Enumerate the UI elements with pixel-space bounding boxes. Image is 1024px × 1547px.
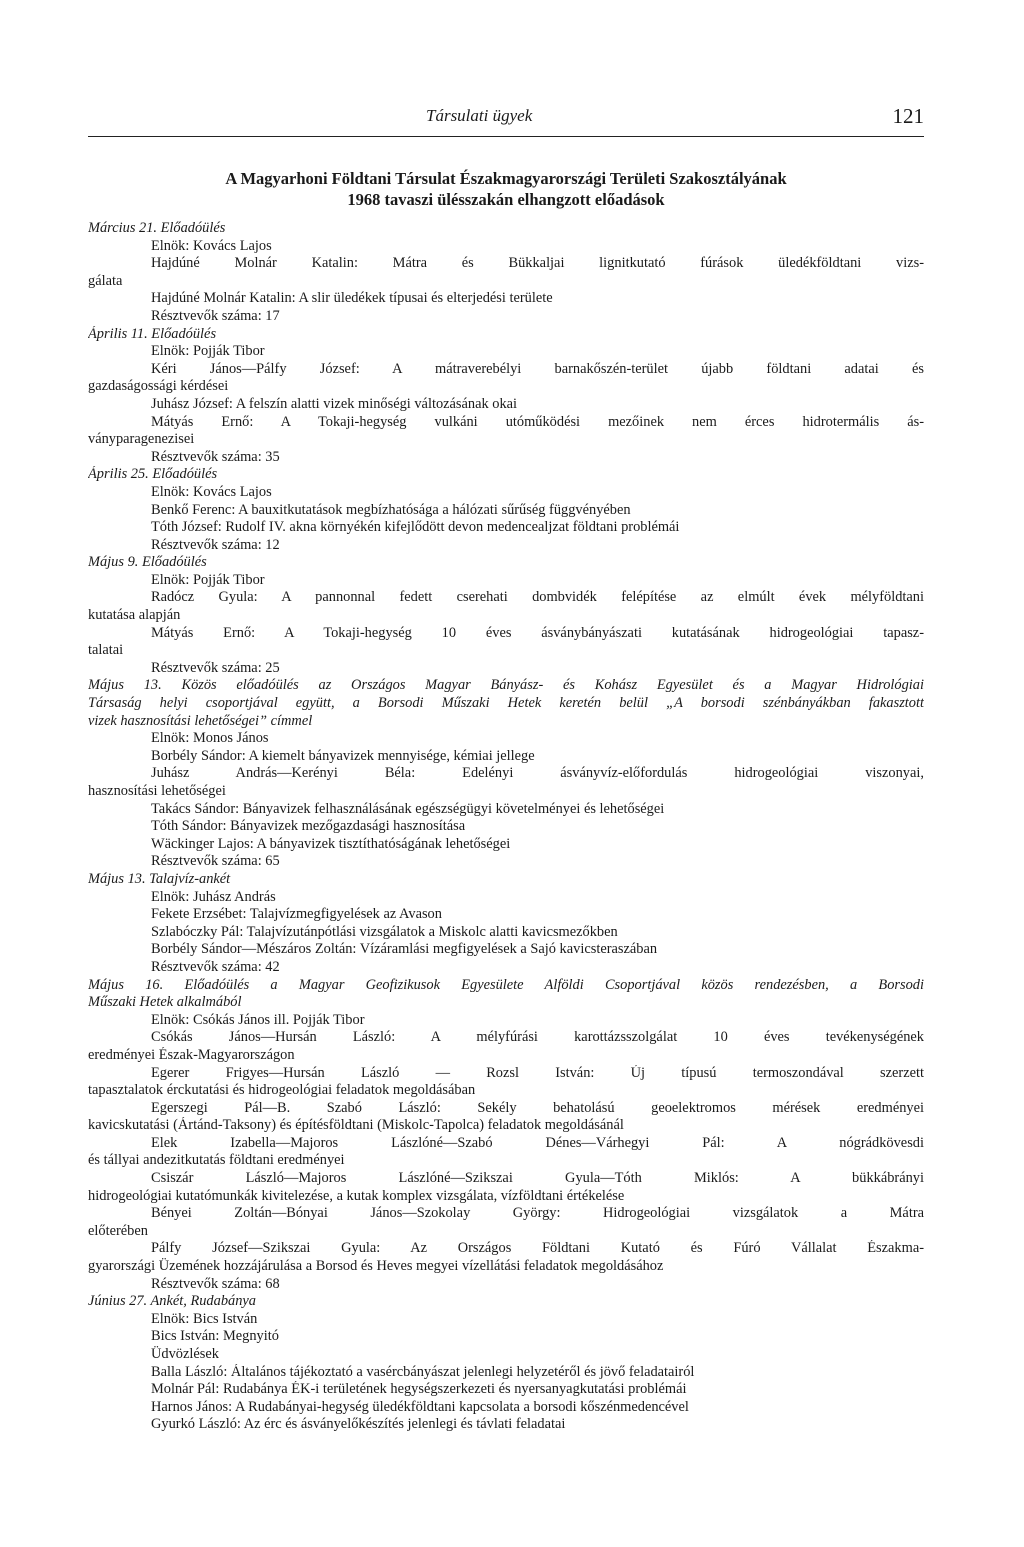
text-line: Résztvevők száma: 25: [151, 659, 280, 676]
text-line: Elnök: Csókás János ill. Pojják Tibor: [151, 1011, 365, 1028]
text-line: Szlabóczky Pál: Talajvízutánpótlási vizsgálatok a Miskolc alatti kavicsmezőkben: [151, 923, 618, 940]
text-line: Résztvevők száma: 12: [151, 536, 280, 553]
text-line: Március 21. Előadóülés: [88, 220, 226, 236]
text-line: Május 13. Közös előadóülés az Országos Magyar Bányász- és Kohász Egyesület és a Magyar Hidrológiai: [88, 677, 924, 694]
text-line: Hajdúné Molnár Katalin: A slir üledékek típusai és elterjedési területe: [151, 290, 553, 307]
text-line: Elnök: Kovács Lajos: [151, 237, 272, 254]
article-title-line-2: 1968 tavaszi ülésszakán elhangzott előadások: [347, 190, 665, 209]
text-line: hasznosítási lehetőségei: [88, 783, 226, 799]
text-line: Takács Sándor: Bányavizek felhasználásának egészségügyi követelményei és lehetőségei: [151, 800, 665, 817]
text-line: Társaság helyi csoportjával együtt, a Borsodi Műszaki Hetek keretén belül „A borsodi szénbányákban fakasztott: [88, 695, 924, 712]
text-line: Április 11. Előadóülés: [88, 325, 217, 342]
text-line: Résztvevők száma: 35: [151, 448, 280, 465]
text-line: kutatása alapján: [88, 607, 181, 624]
text-line: Gyurkó László: Az érc és ásványelőkészítés jelenlegi és távlati feladatai: [151, 1416, 566, 1433]
text-line: Elek Izabella—Majoros Lászlóné—Szabó Dénes—Várhegyi Pál: A nógrádkövesdi: [151, 1134, 924, 1151]
text-line: Elnök: Juhász András: [151, 888, 276, 905]
article-title: [88, 168, 924, 210]
text-line: Elnök: Pojják Tibor: [151, 571, 265, 588]
text-line: Balla László: Általános tájékoztató a vasércbányászat jelenlegi helyzetéről és jövő feladatairól: [151, 1363, 695, 1380]
text-line: Borbély Sándor: A kiemelt bányavizek mennyisége, kémiai jellege: [151, 747, 535, 764]
text-line: Egerer Frigyes—Hursán László — Rozsl István: Új típusú termoszondával szerzett: [151, 1064, 924, 1081]
text-line: Műszaki Hetek alkalmából: [88, 994, 242, 1011]
text-line: Kéri János—Pálfy József: A mátraverebélyi barnakőszén-terület újabb földtani adatai és: [151, 360, 924, 377]
text-line: tapasztalatok érckutatási és hidrogeológiai feladatok megoldásában: [88, 1082, 476, 1099]
text-line: gyarországi Üzemének hozzájárulása a Borsod és Heves megyei vízellátási feladatok megoldásához: [88, 1258, 664, 1275]
text-line: Borbély Sándor—Mészáros Zoltán: Vízáramlási megfigyelések a Sajó kavicsteraszában: [151, 941, 658, 958]
text-line: Bényei Zoltán—Bónyai János—Szokolay György: Hidrogeológiai vizsgálatok a Mátra: [151, 1205, 924, 1222]
text-line: Csiszár László—Majoros Lászlóné—Szikszai Gyula—Tóth Miklós: A bükkábrányi: [151, 1170, 924, 1187]
text-line: előterében: [88, 1222, 148, 1239]
text-line: Résztvevők száma: 42: [151, 958, 280, 975]
text-line: kavicskutatási (Ártánd-Taksony) és építésföldtani (Miskolc-Tapolca) feladatok megoldásánál: [88, 1117, 624, 1134]
text-line: Április 25. Előadóülés: [88, 466, 218, 483]
text-line: Résztvevők száma: 65: [151, 853, 280, 870]
text-line: Május 13. Talajvíz-ankét: [88, 870, 231, 887]
text-line: Pálfy József—Szikszai Gyula: Az Országos Földtani Kutató és Fúró Vállalat Északma-: [151, 1240, 924, 1257]
page-number: 121: [892, 104, 924, 128]
text-line: Harnos János: A Rudabányai-hegység üledékföldtani kapcsolata a borsodi kőszénmedencével: [151, 1398, 689, 1415]
text-line: Elnök: Kovács Lajos: [151, 483, 272, 500]
text-line: hidrogeológiai kutatómunkák kivitelezése, a kutak komplex vizsgálata, vízföldtani értékelése: [88, 1187, 625, 1204]
text-line: Május 16. Előadóülés a Magyar Geofizikusok Egyesülete Alföldi Csoportjával közös rendezésben, a Borsodi: [88, 976, 924, 993]
text-line: Bics István: Megnyitó: [151, 1328, 279, 1345]
article-title-line-1: A Magyarhoni Földtani Társulat Északmagyarországi Területi Szakosztályának: [225, 169, 787, 188]
text-line: Június 27. Ankét, Rudabánya: [88, 1293, 256, 1310]
running-title: Társulati ügyek: [426, 106, 533, 125]
text-line: gálata: [88, 272, 123, 289]
text-line: Május 9. Előadóülés: [88, 554, 207, 571]
text-line: Elnök: Bics István: [151, 1310, 258, 1327]
text-line: Juhász András—Kerényi Béla: Edelényi ásványvíz-előfordulás hidrogeológiai viszonyai,: [151, 765, 924, 782]
text-line: Juhász József: A felszín alatti vizek minőségi változásának okai: [151, 395, 518, 412]
text-line: és tállyai andezitkutatás földtani eredményei: [88, 1152, 345, 1169]
text-line: Molnár Pál: Rudabánya ÉK-i területének hegységszerkezeti és nyersanyagkutatási problémái: [151, 1381, 687, 1398]
text-line: Benkő Ferenc: A bauxitkutatások megbízhatósága a hálózati sűrűség függvényében: [151, 501, 631, 518]
text-line: ványparagenezisei: [88, 431, 195, 448]
text-line: Csókás János—Hursán László: A mélyfúrási karottázsszolgálat 10 éves tevékenységének: [151, 1029, 924, 1046]
text-line: Mátyás Ernő: A Tokaji-hegység 10 éves ásványbányászati kutatásának hidrogeológiai tapasz-: [151, 624, 924, 641]
text-line: Tóth József: Rudolf IV. akna környékén kifejlődött devon medencealjzat földtani problémái: [151, 519, 680, 536]
text-line: Radócz Gyula: A pannonnal fedett cserehati dombvidék felépítése az elmúlt évek mélyföldtani: [151, 589, 924, 606]
text-line: Fekete Erzsébet: Talajvízmegfigyelések az Avason: [151, 906, 442, 923]
text-line: Elnök: Pojják Tibor: [151, 343, 265, 360]
text-line: eredményei Észak-Magyarországon: [88, 1046, 295, 1063]
text-line: gazdaságossági kérdései: [88, 378, 229, 395]
text-line: vizek hasznosítási lehetőségei” címmel: [88, 712, 313, 729]
text-line: Elnök: Monos János: [151, 730, 269, 747]
text-line: Egerszegi Pál—B. Szabó László: Sekély behatolású geoelektromos mérések eredményei: [151, 1099, 924, 1116]
text-line: Résztvevők száma: 17: [151, 307, 280, 324]
text-line: Résztvevők száma: 68: [151, 1275, 280, 1292]
session-list: [88, 220, 924, 1434]
running-head: [88, 102, 924, 137]
text-line: Wäckinger Lajos: A bányavizek tisztíthatóságának lehetőségei: [151, 835, 511, 852]
text-line: Üdvözlések: [151, 1346, 219, 1362]
text-line: Hajdúné Molnár Katalin: Mátra és Bükkaljai lignitkutató fúrások üledékföldtani vizs-: [151, 255, 924, 272]
text-line: Tóth Sándor: Bányavizek mezőgazdasági hasznosítása: [151, 818, 466, 835]
text-line: Mátyás Ernő: A Tokaji-hegység vulkáni utóműködési mezőinek nem érces hidrotermális ás-: [151, 413, 924, 430]
text-line: talatai: [88, 642, 124, 659]
